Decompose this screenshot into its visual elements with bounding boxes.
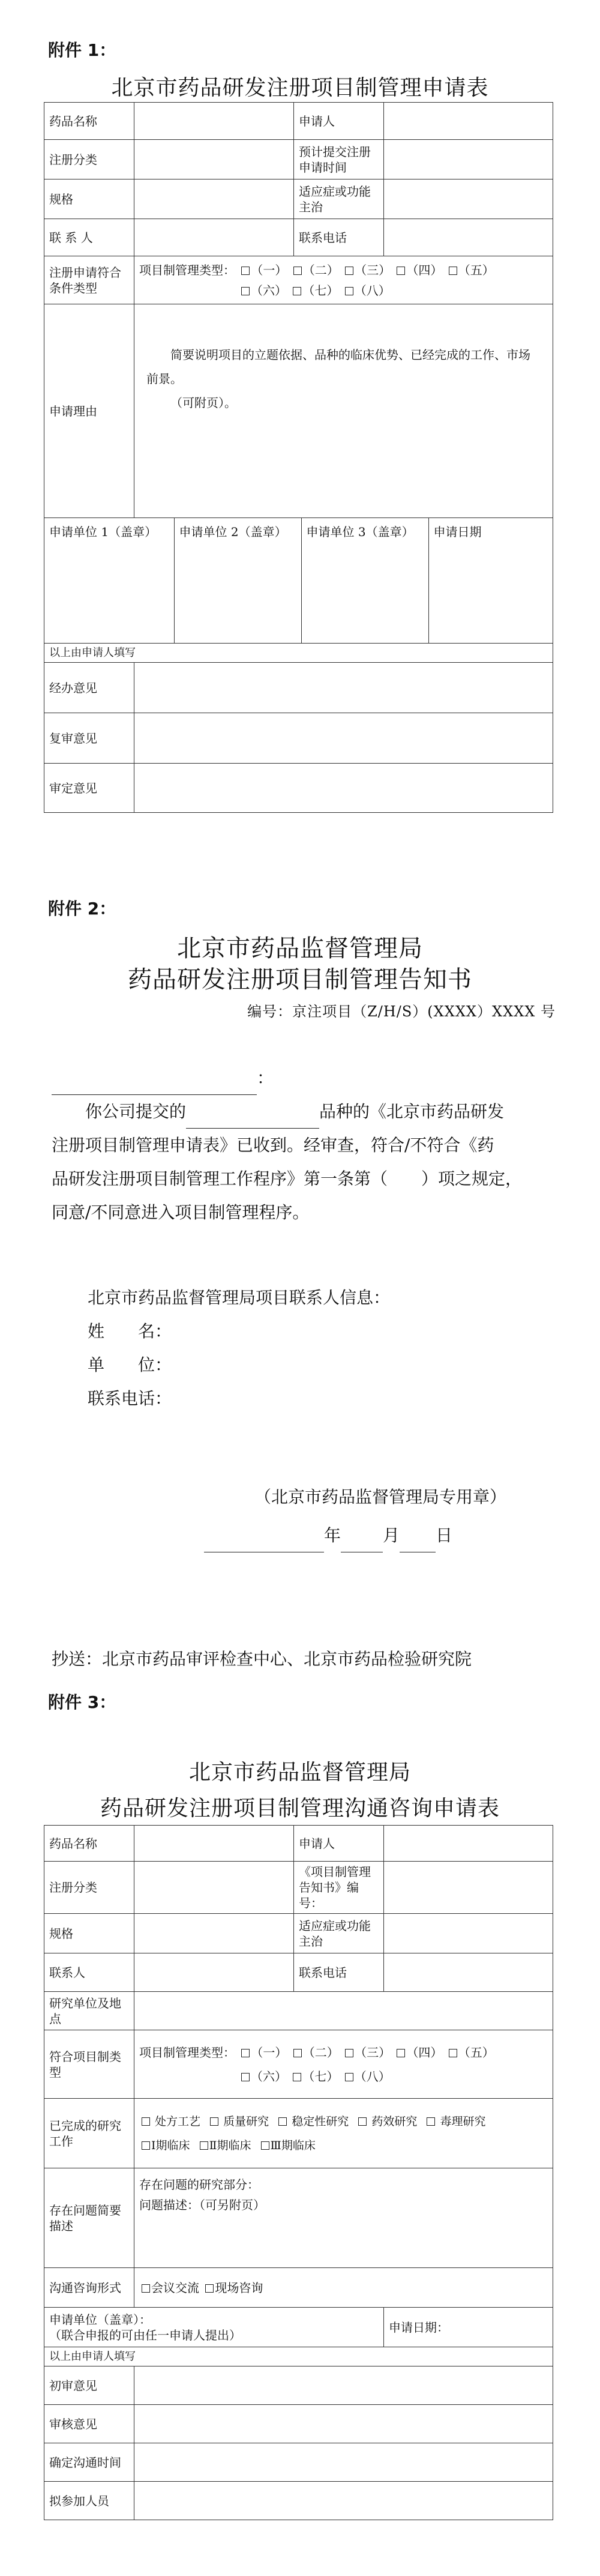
applicant-label: 申请人 — [294, 103, 384, 140]
confirm-time-label: 确定沟通时间 — [44, 2443, 134, 2482]
checkbox-4[interactable] — [397, 267, 405, 275]
date-line — [204, 1519, 452, 1552]
apply-unit-note: （联合申报的可由任一申请人提出） — [49, 2327, 241, 2342]
work-checkbox-6[interactable] — [142, 2141, 150, 2150]
application-form-table — [44, 102, 553, 813]
c-project-type-label: 符合项目制类型 — [44, 2030, 134, 2099]
option-3-label: （三） — [355, 262, 391, 277]
c-notice-no-label: 《项目制管理告知书》编号： — [294, 1862, 384, 1914]
c-project-type-options — [134, 2030, 553, 2099]
c-phone-field[interactable] — [384, 1953, 553, 1992]
year-field[interactable] — [204, 1528, 324, 1552]
attachment-3-label: 附件 3： — [48, 1692, 116, 1712]
reason-instructions: 简要说明项目的立题依据、品种的临床优势、已经完成的工作、市场前景。 — [146, 348, 530, 386]
work-checkbox-8[interactable] — [261, 2141, 269, 2150]
contact-phone-label: 联系电话： — [88, 1389, 172, 1408]
handler-opinion-field[interactable] — [134, 663, 553, 713]
c-checkbox-7[interactable] — [293, 2073, 301, 2081]
c-option-7-label: （七） — [302, 2069, 339, 2084]
participants-label: 拟参加人员 — [44, 2482, 134, 2520]
consult-title-line1: 北京市药品监督管理局 — [188, 1760, 411, 1785]
indication-label: 适应症或功能主治 — [294, 179, 384, 219]
c-option-2-label: （二） — [302, 2045, 339, 2060]
official-seal: （北京市药品监督管理局专用章） — [254, 1487, 507, 1507]
first-review-field[interactable] — [134, 2366, 553, 2405]
notice-title-line2: 药品研发注册项目制管理告知书 — [128, 966, 472, 994]
completed-work-label: 已完成的研究工作 — [44, 2099, 134, 2168]
reg-category-field[interactable] — [134, 140, 294, 179]
unit-1-seal[interactable]: 申请单位 1（盖章） — [44, 518, 174, 643]
onsite-checkbox[interactable] — [205, 2284, 214, 2293]
drug-name-label: 药品名称 — [44, 103, 134, 140]
addressee-field[interactable] — [52, 1070, 257, 1095]
option-5-label: （五） — [458, 262, 494, 277]
c-checkbox-4[interactable] — [397, 2049, 405, 2057]
onsite-label: 现场咨询 — [215, 2280, 263, 2295]
c-notice-no-field[interactable] — [384, 1862, 553, 1914]
unit-2-seal[interactable]: 申请单位 2（盖章） — [174, 518, 301, 643]
para4: 同意/不同意进入项目制管理程序。 — [52, 1202, 310, 1222]
addressee-colon: ： — [257, 1068, 274, 1088]
notice-body — [52, 1095, 556, 1229]
c-option-4-label: （四） — [406, 2045, 443, 2060]
c-phone-label: 联系电话 — [294, 1953, 384, 1992]
contact-field[interactable] — [134, 219, 294, 256]
contact-label: 联 系 人 — [44, 219, 134, 256]
reason-field[interactable] — [134, 304, 553, 518]
participants-field[interactable] — [134, 2482, 553, 2520]
unit-3-seal[interactable]: 申请单位 3（盖章） — [301, 518, 428, 643]
reason-label: 申请理由 — [44, 304, 134, 518]
c-option-5-label: （五） — [458, 2045, 494, 2060]
c-checkbox-1[interactable] — [241, 2049, 250, 2057]
c-contact-field[interactable] — [134, 1953, 294, 1992]
handler-opinion-label: 经办意见 — [44, 663, 134, 713]
indication-field[interactable] — [384, 179, 553, 219]
submit-time-field[interactable] — [384, 140, 553, 179]
reg-category-label: 注册分类 — [44, 140, 134, 179]
checkbox-5[interactable] — [449, 267, 457, 275]
option-1-label: （一） — [251, 262, 287, 277]
work-1-label: 处方工艺 — [155, 2114, 201, 2128]
project-type-label: 项目制管理类型： — [139, 262, 235, 277]
c-reg-category-label: 注册分类 — [44, 1862, 134, 1914]
work-checkbox-4[interactable] — [358, 2117, 367, 2126]
consult-form-table — [44, 1825, 553, 2520]
cc-line: 抄送：北京市药品审评检查中心、北京市药品检验研究院 — [52, 1649, 472, 1669]
work-6-label: Ⅰ期临床 — [151, 2138, 190, 2152]
option-2-label: （二） — [302, 262, 339, 277]
work-8-label: Ⅲ期临床 — [270, 2138, 316, 2152]
work-7-label: Ⅱ期临床 — [209, 2138, 251, 2152]
day-field[interactable] — [400, 1528, 436, 1552]
condition-type-label: 注册申请符合条件类型 — [44, 256, 134, 304]
c-option-1-label: （一） — [251, 2045, 287, 2060]
consult-form-label: 沟通咨询形式 — [44, 2268, 134, 2308]
month-field[interactable] — [341, 1528, 383, 1552]
work-4-label: 药效研究 — [371, 2114, 418, 2128]
c-option-6-label: （六） — [251, 2069, 287, 2084]
c-checkbox-3[interactable] — [345, 2049, 353, 2057]
attachment-1-title: 北京市药品研发注册项目制管理申请表 — [111, 76, 489, 100]
drug-name-field[interactable] — [134, 103, 294, 140]
option-6-label: （六） — [251, 283, 287, 298]
issues-part: 存在问题的研究部分： — [139, 2177, 259, 2192]
month-label: 月 — [383, 1525, 400, 1545]
apply-date-field[interactable]: 申请日期 — [433, 525, 482, 539]
c-applicant-label: 申请人 — [294, 1826, 384, 1862]
consult-form-options — [134, 2268, 553, 2308]
apply-unit-field[interactable] — [44, 2308, 384, 2347]
c-spec-field[interactable] — [134, 1914, 294, 1953]
approve-opinion-field[interactable] — [134, 764, 553, 813]
approve-opinion-label: 审定意见 — [44, 764, 134, 813]
c-reg-category-field[interactable] — [134, 1862, 294, 1914]
work-checkbox-3[interactable] — [278, 2117, 287, 2126]
c-drug-name-field[interactable] — [134, 1826, 294, 1862]
research-unit-field[interactable] — [134, 1992, 553, 2030]
issues-field[interactable] — [134, 2168, 553, 2268]
completed-work-options — [134, 2099, 553, 2168]
project-type-options — [134, 256, 553, 304]
year-label: 年 — [324, 1525, 341, 1545]
work-2-label: 质量研究 — [223, 2114, 269, 2128]
checkbox-8[interactable] — [345, 287, 353, 295]
contact-info-header: 北京市药品监督管理局项目联系人信息： — [88, 1288, 391, 1308]
applicant-field[interactable] — [384, 103, 553, 140]
checkbox-7[interactable] — [293, 287, 301, 295]
spec-label: 规格 — [44, 179, 134, 219]
work-checkbox-7[interactable] — [200, 2141, 208, 2150]
checkbox-1[interactable] — [241, 267, 250, 275]
c-option-3-label: （三） — [355, 2045, 391, 2060]
consult-title-line2: 药品研发注册项目制管理沟通咨询申请表 — [100, 1796, 500, 1821]
c-apply-date-field[interactable]: 申请日期： — [384, 2308, 553, 2347]
c-type-prefix: 项目制管理类型： — [139, 2045, 235, 2060]
c-review-field[interactable] — [134, 2405, 553, 2443]
para3: 品研发注册项目制管理工作程序》第一条第（ ）项之规定， — [52, 1169, 523, 1189]
phone-field[interactable] — [384, 219, 553, 256]
para2: 注册项目制管理申请表》已收到。经审查，符合/不符合《药 — [52, 1135, 494, 1155]
c-checkbox-8[interactable] — [345, 2073, 353, 2081]
issues-label: 存在问题简要描述 — [44, 2168, 134, 2268]
variety-field[interactable] — [186, 1104, 319, 1129]
c-review-label: 审核意见 — [44, 2405, 134, 2443]
c-filled-note: 以上由申请人填写 — [44, 2347, 553, 2366]
checkbox-6[interactable] — [241, 287, 250, 295]
c-contact-label: 联系人 — [44, 1953, 134, 1992]
attachment-2-label: 附件 2： — [48, 899, 116, 918]
review-opinion-field[interactable] — [134, 713, 553, 764]
submit-time-label: 预计提交注册申请时间 — [294, 140, 384, 179]
para1-b: 品种的《北京市药品研发 — [319, 1102, 505, 1121]
c-option-8-label: （八） — [354, 2069, 391, 2084]
contact-unit-label: 单 位： — [88, 1355, 172, 1375]
first-review-label: 初审意见 — [44, 2366, 134, 2405]
work-checkbox-5[interactable] — [427, 2117, 435, 2126]
c-indication-label: 适应症或功能主治 — [294, 1914, 384, 1953]
attach-note: （可附页）。 — [170, 396, 236, 410]
c-drug-name-label: 药品名称 — [44, 1826, 134, 1862]
sign-row — [44, 518, 553, 644]
option-4-label: （四） — [406, 262, 443, 277]
apply-unit-label: 申请单位（盖章）： — [49, 2312, 151, 2327]
checkbox-3[interactable] — [345, 267, 353, 275]
confirm-time-field[interactable] — [134, 2443, 553, 2482]
attachment-1-label: 附件 1： — [48, 40, 116, 60]
c-checkbox-6[interactable] — [241, 2073, 250, 2081]
c-indication-field[interactable] — [384, 1914, 553, 1953]
option-8-label: （八） — [354, 283, 391, 298]
spec-field[interactable] — [134, 179, 294, 219]
review-opinion-label: 复审意见 — [44, 713, 134, 764]
research-unit-label: 研究单位及地点 — [44, 1992, 134, 2030]
c-spec-label: 规格 — [44, 1914, 134, 1953]
option-7-label: （七） — [302, 283, 339, 298]
checkbox-2[interactable] — [293, 267, 302, 275]
meeting-checkbox[interactable] — [142, 2284, 150, 2293]
phone-label: 联系电话 — [294, 219, 384, 256]
contact-name-label: 姓 名： — [88, 1321, 172, 1341]
issues-desc: 问题描述：（可另附页） — [139, 2198, 265, 2212]
c-checkbox-2[interactable] — [293, 2049, 302, 2057]
work-checkbox-2[interactable] — [210, 2117, 218, 2126]
work-checkbox-1[interactable] — [142, 2117, 150, 2126]
work-3-label: 稳定性研究 — [292, 2114, 349, 2128]
c-checkbox-5[interactable] — [449, 2049, 457, 2057]
para1-a: 你公司提交的 — [85, 1102, 187, 1121]
work-5-label: 毒理研究 — [440, 2114, 486, 2128]
addressee-line — [52, 1061, 274, 1095]
doc-number: 编号：京注项目（Z/H/S）(XXXX）XXXX 号 — [247, 1003, 556, 1020]
c-applicant-field[interactable] — [384, 1826, 553, 1862]
notice-title-line1: 北京市药品监督管理局 — [177, 935, 423, 962]
day-label: 日 — [436, 1525, 453, 1545]
meeting-label: 会议交流 — [151, 2280, 199, 2295]
filled-by-applicant-note: 以上由申请人填写 — [44, 644, 553, 663]
